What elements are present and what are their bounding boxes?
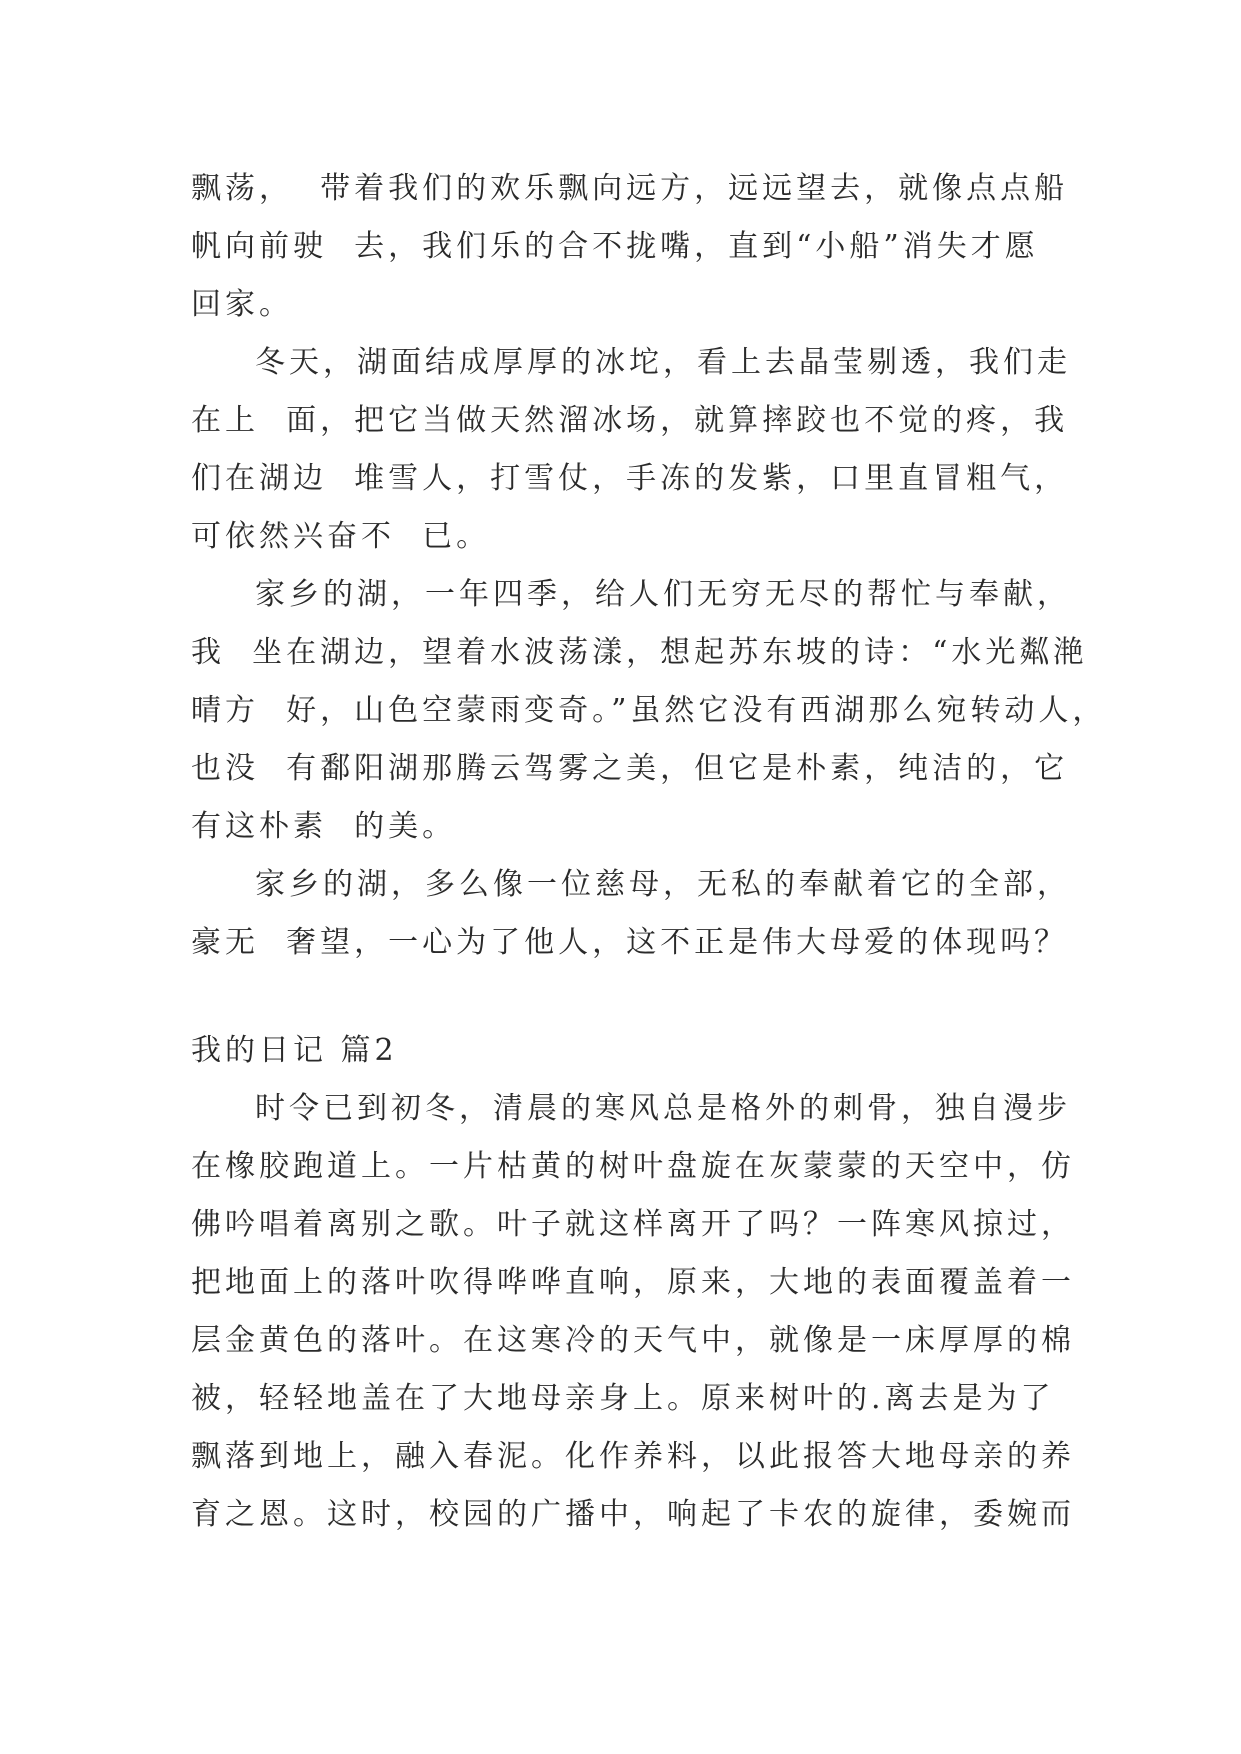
text-line: 也没 有鄱阳湖那腾云驾雾之美，但它是朴素，纯洁的，它 [191, 751, 1069, 786]
paragraph-lake-seasons [191, 566, 1107, 856]
text-line: 在橡胶跑道上。一片枯黄的树叶盘旋在灰蒙蒙的天空中，仿 [191, 1149, 1075, 1184]
text-line: 家乡的湖，多么像一位慈母，无私的奉献着它的全部， [255, 867, 1071, 902]
text-line: 冬天，湖面结成厚厚的冰坨，看上去晶莹剔透，我们走 [255, 345, 1071, 380]
text-line: 时令已到初冬，清晨的寒风总是格外的刺骨，独自漫步 [255, 1091, 1071, 1126]
text-line: 育之恩。这时，校园的广播中，响起了卡农的旋律，委婉而 [191, 1497, 1075, 1532]
section-heading: 我的日记 篇2 [191, 1033, 398, 1068]
text-line: 家乡的湖，一年四季，给人们无穷无尽的帮忙与奉献， [255, 577, 1071, 612]
text-line: 飘落到地上，融入春泥。化作养料，以此报答大地母亲的养 [191, 1439, 1075, 1474]
text-line: 把地面上的落叶吹得哗哗直响，原来，大地的表面覆盖着一 [191, 1265, 1075, 1300]
text-line: 们在湖边 堆雪人，打雪仗，手冻的发紫，口里直冒粗气， [191, 461, 1069, 496]
text-line: 帆向前驶 去，我们乐的合不拢嘴，直到“小船”消失才愿 [191, 229, 1039, 264]
text-line: 被，轻轻地盖在了大地母亲身上。原来树叶的.离去是为了 [191, 1381, 1055, 1416]
text-line: 佛吟唱着离别之歌。叶子就这样离开了吗？一阵寒风掠过， [191, 1207, 1075, 1242]
paragraph-early-winter [191, 1080, 1075, 1544]
text-line: 晴方 好，山色空蒙雨变奇。”虽然它没有西湖那么宛转动人， [191, 693, 1107, 728]
text-line: 我 坐在湖边，望着水波荡漾，想起苏东坡的诗：“水光粼滟 [191, 635, 1088, 670]
paragraph-lake-winter [191, 334, 1071, 566]
text-line: 飘荡， 带着我们的欢乐飘向远方，远远望去，就像点点船 [191, 171, 1069, 206]
text-line: 在上 面，把它当做天然溜冰场，就算摔跤也不觉的疼，我 [191, 403, 1069, 438]
paragraph-lake-mother [191, 856, 1071, 972]
text-line: 回家。 [191, 287, 293, 322]
text-line: 层金黄色的落叶。在这寒冷的天气中，就像是一床厚厚的棉 [191, 1323, 1075, 1358]
paragraph-lake-summer [191, 160, 1069, 334]
text-line: 有这朴素 的美。 [191, 809, 457, 844]
text-line: 可依然兴奋不 已。 [191, 519, 491, 554]
section-spacer [191, 972, 1051, 1022]
document-body [191, 160, 1107, 1544]
text-line: 豪无 奢望，一心为了他人，这不正是伟大母爱的体现吗？ [191, 925, 1069, 960]
